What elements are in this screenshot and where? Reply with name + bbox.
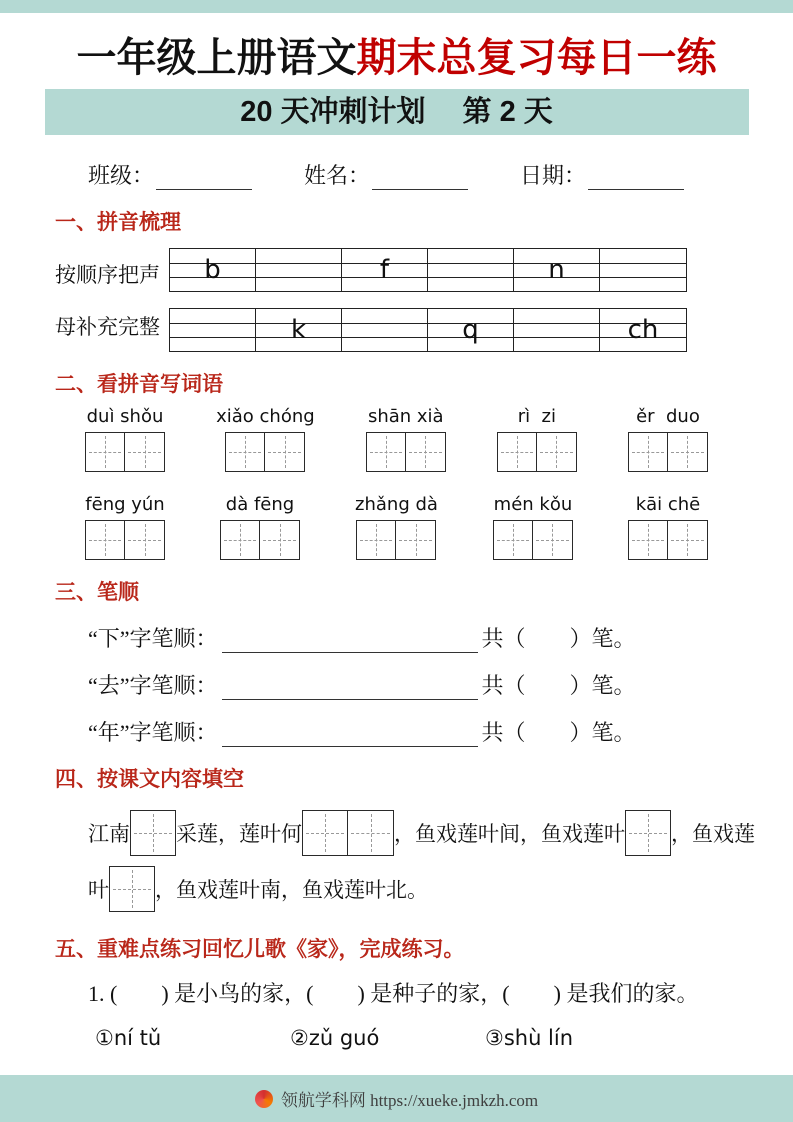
stroke-order-row	[88, 716, 793, 747]
pinyin-grids	[169, 248, 687, 352]
writing-boxes	[497, 432, 577, 472]
writing-boxes	[628, 520, 708, 560]
writing-box	[125, 520, 165, 560]
stroke-order-row	[88, 669, 793, 700]
word-group	[497, 406, 577, 472]
stroke-prefix: “年”字笔顺：	[88, 720, 218, 745]
student-info-row	[88, 159, 793, 190]
pinyin-label: mén kǒu	[493, 494, 573, 515]
writing-box	[406, 432, 446, 472]
title-red-part: 期末总复习每日一练	[356, 36, 717, 80]
word-group	[628, 494, 708, 560]
date-label: 日期：	[520, 163, 587, 188]
writing-box	[366, 432, 406, 472]
pinyin-grid-row-1	[169, 248, 687, 292]
writing-box	[668, 432, 708, 472]
word-group	[85, 494, 165, 560]
section-5-title: 五、重难点练习回忆儿歌《家》，完成练习。	[55, 938, 465, 961]
writing-box	[493, 520, 533, 560]
word-group	[220, 494, 300, 560]
writing-box	[668, 520, 708, 560]
site-link-text: 领航学科网 https://xueke.jmkzh.com	[280, 1091, 539, 1110]
pinyin-grid-row-2	[169, 308, 687, 352]
name-blank-line	[372, 166, 468, 190]
word-group	[355, 494, 438, 560]
writing-box	[265, 432, 305, 472]
fill-box	[348, 810, 394, 856]
writing-boxes	[85, 520, 165, 560]
pinyin-label: shān xià	[367, 406, 444, 427]
passage-line-2	[88, 861, 793, 917]
pinyin-label: rì zi	[517, 406, 556, 427]
page-title	[0, 35, 793, 81]
stroke-suffix: 共（ ）笔。	[481, 626, 636, 651]
passage-text: ，鱼戏莲	[671, 822, 755, 846]
word-group	[85, 406, 165, 472]
pinyin-cell	[428, 249, 514, 291]
pinyin-letter: ch	[627, 315, 659, 345]
pinyin-letter: f	[379, 255, 390, 285]
option-item: ②zǔ guó	[290, 1026, 380, 1050]
writing-box	[628, 520, 668, 560]
writing-box	[260, 520, 300, 560]
pinyin-label: kāi chē	[635, 494, 701, 515]
fill-box-pair	[302, 810, 394, 856]
pinyin-letter: k	[290, 315, 307, 345]
class-field	[88, 159, 252, 190]
option-item: ①ní tǔ	[95, 1026, 162, 1050]
pinyin-letter: q	[462, 315, 479, 345]
pinyin-exercise	[55, 248, 793, 352]
title-black-part: 一年级上册语文	[76, 36, 357, 80]
section-2-title: 二、看拼音写词语	[55, 373, 223, 396]
xueke-logo-icon	[255, 1090, 273, 1108]
word-row-1	[85, 406, 708, 472]
section-1-title: 一、拼音梳理	[55, 211, 181, 234]
word-group	[493, 494, 573, 560]
word-row-2	[85, 494, 708, 560]
top-border-band	[0, 0, 793, 13]
stroke-suffix: 共（ ）笔。	[481, 673, 636, 698]
writing-boxes	[225, 432, 305, 472]
writing-box	[537, 432, 577, 472]
writing-boxes	[220, 520, 300, 560]
stroke-order-row	[88, 622, 793, 653]
pinyin-cell	[342, 249, 428, 291]
option-item: ③shù lín	[485, 1026, 574, 1050]
writing-box	[85, 432, 125, 472]
pinyin-label: zhǎng dà	[355, 494, 438, 515]
fill-box	[302, 810, 348, 856]
passage	[88, 805, 793, 917]
writing-box	[220, 520, 260, 560]
writing-boxes	[493, 520, 573, 560]
word-group	[216, 406, 315, 472]
stroke-suffix: 共（ ）笔。	[481, 720, 636, 745]
writing-box	[85, 520, 125, 560]
pinyin-cell	[514, 309, 600, 351]
passage-line-1	[88, 805, 793, 861]
passage-text: ，鱼戏莲叶南，鱼戏莲叶北。	[155, 878, 428, 902]
pinyin-label: fēng yún	[85, 494, 165, 515]
name-label: 姓名：	[304, 163, 371, 188]
writing-box	[356, 520, 396, 560]
pinyin-letter: b	[204, 255, 221, 285]
date-field	[520, 159, 684, 190]
pinyin-cell	[170, 309, 256, 351]
section-4-title: 四、按课文内容填空	[55, 768, 244, 791]
writing-boxes	[356, 520, 436, 560]
writing-boxes	[85, 432, 165, 472]
pinyin-cell	[256, 309, 342, 351]
stroke-prefix: “去”字笔顺：	[88, 673, 218, 698]
pinyin-instruction	[55, 248, 169, 352]
pinyin-cell	[256, 249, 342, 291]
question-text: 1. ( ) 是小鸟的家，( ) 是种子的家，( ) 是我们的家。	[88, 981, 699, 1006]
answer-options	[95, 1026, 793, 1050]
pinyin-label: duì shǒu	[86, 406, 164, 427]
pinyin-cell	[170, 249, 256, 291]
writing-box	[628, 432, 668, 472]
writing-boxes	[628, 432, 708, 472]
pinyin-cell	[600, 249, 686, 291]
pinyin-letter: n	[548, 255, 565, 285]
section-3-title: 三、笔顺	[55, 581, 139, 604]
passage-text: ，鱼戏莲叶间，鱼戏莲叶	[394, 822, 625, 846]
pinyin-label: xiǎo chóng	[216, 406, 315, 427]
writing-boxes	[366, 432, 446, 472]
pinyin-cell	[600, 309, 686, 351]
fill-box	[130, 810, 176, 856]
passage-text: 叶	[88, 878, 109, 902]
footer-bar	[0, 1075, 793, 1122]
word-group	[628, 406, 708, 472]
pinyin-label: ěr duo	[636, 406, 700, 427]
stroke-order-blank	[222, 627, 478, 653]
fill-box	[109, 866, 155, 912]
date-blank-line	[588, 166, 684, 190]
subtitle-banner: 20 天冲刺计划 第 2 天	[45, 89, 749, 135]
writing-box	[396, 520, 436, 560]
pinyin-cell	[428, 309, 514, 351]
pinyin-instruction-line2: 母补充完整	[55, 315, 160, 339]
writing-box	[497, 432, 537, 472]
writing-box	[225, 432, 265, 472]
passage-text: 采莲，莲叶何	[176, 822, 302, 846]
writing-box	[125, 432, 165, 472]
pinyin-label: dà fēng	[225, 494, 295, 515]
stroke-order-blank	[222, 721, 478, 747]
pinyin-cell	[342, 309, 428, 351]
class-label: 班级：	[88, 163, 155, 188]
word-group	[366, 406, 446, 472]
class-blank-line	[156, 166, 252, 190]
writing-box	[533, 520, 573, 560]
passage-text: 江南	[88, 822, 130, 846]
fill-box	[625, 810, 671, 856]
name-field	[304, 159, 468, 190]
stroke-order-blank	[222, 674, 478, 700]
stroke-prefix: “下”字笔顺：	[88, 626, 218, 651]
pinyin-cell	[514, 249, 600, 291]
pinyin-instruction-line1: 按顺序把声	[55, 263, 160, 287]
